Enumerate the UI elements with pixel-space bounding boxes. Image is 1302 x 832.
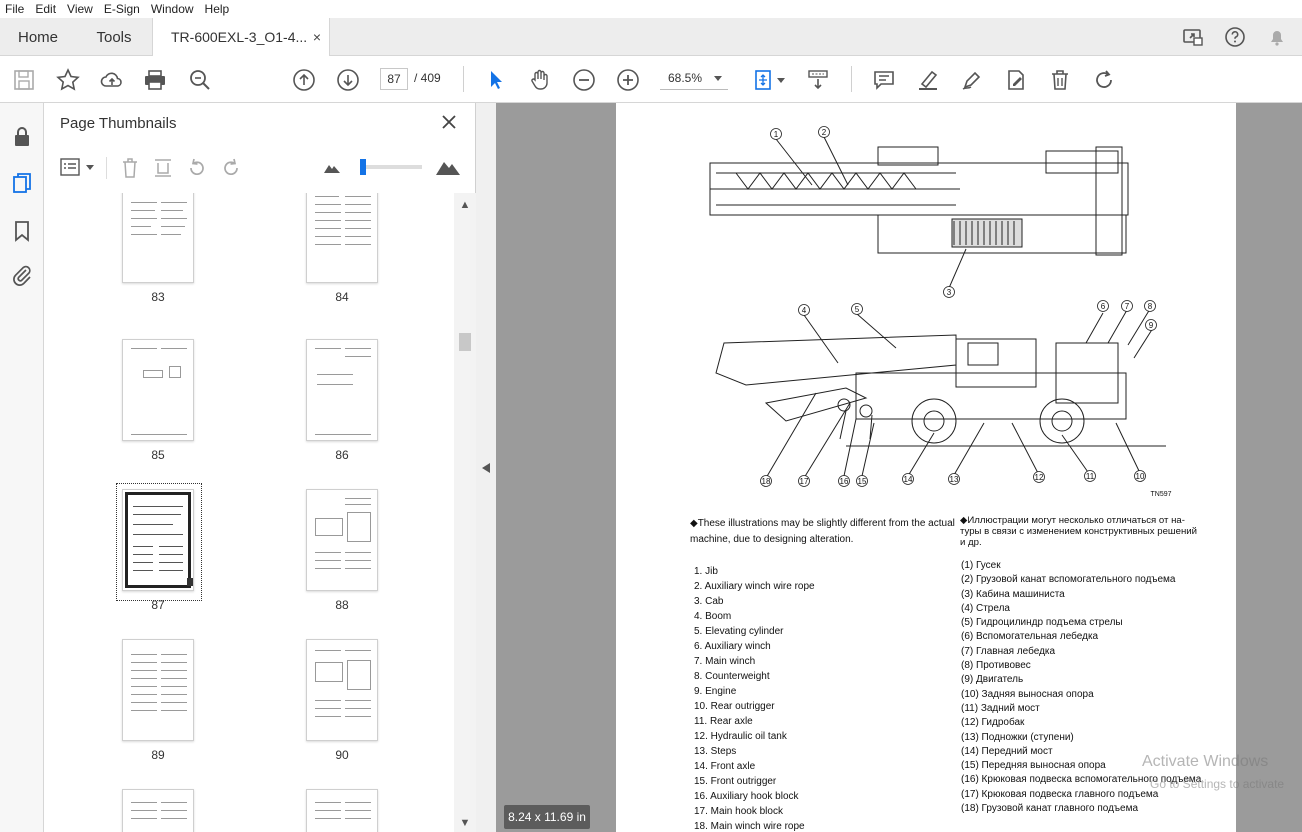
list-item: (15) Передняя выносная опора: [961, 760, 1106, 772]
menu-window[interactable]: Window: [150, 2, 194, 16]
list-item: (8) Противовес: [961, 660, 1031, 672]
list-item: (11) Задний мост: [961, 702, 1040, 714]
panel-toolbar: [44, 147, 476, 187]
list-item: 10. Rear outrigger: [694, 701, 775, 712]
scrollbar-thumb[interactable]: [459, 333, 471, 351]
page-thumbnails-panel: [44, 103, 476, 832]
list-item: 1. Jib: [694, 566, 718, 577]
list-item: 8. Counterweight: [694, 671, 770, 682]
list-item: (3) Кабина машиниста: [961, 588, 1065, 600]
callout-label: 6: [1100, 302, 1106, 311]
note-ru-line1: ◆Иллюстрации могут несколько отличаться от на-: [960, 515, 1185, 526]
toolbar-divider: [851, 66, 852, 92]
activate-windows-subtext: Go to Settings to activate: [1150, 777, 1285, 791]
list-item: 3. Cab: [694, 596, 724, 607]
large-thumbnail-icon[interactable]: [436, 157, 460, 175]
list-item: 6. Auxiliary winch: [694, 641, 771, 652]
callout-label: 11: [1085, 472, 1095, 481]
tab-home[interactable]: Home: [17, 28, 58, 46]
thumbnail-page[interactable]: [306, 489, 378, 591]
list-item: 17. Main hook block: [694, 806, 783, 817]
chevron-down-icon: [714, 76, 722, 81]
note-en-line2: machine, due to designing alteration.: [690, 534, 854, 545]
thumbnail-label: 89: [151, 748, 165, 762]
list-item: (18) Грузовой канат главного подъема: [961, 803, 1139, 815]
save-icon[interactable]: [12, 68, 36, 92]
note-en-line1: ◆These illustrations may be slightly different from the actual: [690, 518, 955, 529]
note-ru-line2: туры в связи с изменением конструктивных решений: [960, 526, 1197, 537]
panel-title: Page Thumbnails: [60, 115, 177, 132]
list-item: (7) Главная лебедка: [961, 645, 1056, 657]
previous-page-icon[interactable]: [292, 68, 316, 92]
callout-label: 1: [773, 130, 779, 139]
slider-knob[interactable]: [360, 159, 366, 175]
tab-tools[interactable]: Tools: [96, 28, 132, 46]
thumbnail-label: 86: [335, 448, 349, 462]
tab-close-icon[interactable]: ×: [312, 29, 321, 45]
thumbnail-page[interactable]: [306, 639, 378, 741]
thumbnail-size-slider[interactable]: [360, 165, 422, 169]
thumbnail-page[interactable]: [122, 193, 194, 283]
page-number-input[interactable]: 87: [380, 68, 408, 90]
list-item: (17) Крюковая подвеска главного подъема: [961, 788, 1159, 800]
bookmark-icon[interactable]: [10, 219, 34, 243]
callout-label: 7: [1124, 302, 1130, 311]
next-page-icon[interactable]: [336, 68, 360, 92]
page-total: / 409: [414, 71, 441, 85]
zoom-level-dropdown[interactable]: [660, 68, 728, 90]
pdf-page: [616, 103, 1236, 832]
lock-icon[interactable]: [10, 125, 34, 149]
help-icon[interactable]: [1224, 26, 1246, 48]
list-item: (12) Гидробак: [961, 717, 1025, 729]
thumbnail-page[interactable]: [122, 339, 194, 441]
menu-file[interactable]: File: [5, 2, 25, 16]
list-item: 12. Hydraulic oil tank: [694, 731, 787, 742]
toolbar-divider: [463, 66, 464, 92]
list-item: (9) Двигатель: [961, 674, 1024, 686]
list-item: 15. Front outrigger: [694, 776, 777, 787]
zoom-in-icon[interactable]: [616, 68, 640, 92]
callout-label: 10: [1135, 472, 1145, 481]
list-item: (1) Гусек: [961, 560, 1001, 571]
list-item: (10) Задняя выносная опора: [961, 688, 1094, 700]
close-icon[interactable]: [440, 113, 458, 131]
thumbnail-page[interactable]: [122, 789, 194, 832]
list-item: 16. Auxiliary hook block: [694, 791, 799, 802]
main-toolbar: [0, 56, 1302, 103]
select-cursor-icon[interactable]: [484, 68, 508, 92]
print-icon[interactable]: [143, 68, 167, 92]
thumbnail-page[interactable]: [306, 339, 378, 441]
document-viewer[interactable]: [496, 103, 1302, 832]
callout-label: 4: [801, 306, 807, 315]
edit-pdf-icon[interactable]: [1004, 68, 1028, 92]
delete-page-icon[interactable]: [120, 157, 140, 179]
tab-bar: [0, 18, 1302, 56]
thumbnail-page-selected[interactable]: [122, 489, 194, 591]
list-item: (14) Передний мост: [961, 745, 1053, 757]
figure-code: TN597: [1150, 491, 1172, 498]
list-item: (13) Подножки (ступени): [961, 731, 1074, 743]
callout-label: 5: [854, 305, 860, 314]
list-item: 5. Elevating cylinder: [694, 626, 784, 637]
callout-label: 16: [839, 477, 849, 486]
thumbnail-label: 87: [151, 598, 165, 612]
extract-page-icon[interactable]: [152, 157, 174, 179]
share-screen-icon[interactable]: [1182, 26, 1204, 48]
scroll-mode-icon[interactable]: [806, 68, 830, 92]
list-item: (2) Грузовой канат вспомогательного подъема: [961, 574, 1176, 586]
list-item: 9. Engine: [694, 686, 737, 697]
thumbnail-label: 83: [151, 290, 165, 304]
star-icon[interactable]: [56, 68, 80, 92]
crane-diagram: [616, 103, 1236, 503]
cloud-upload-icon[interactable]: [100, 68, 124, 92]
zoom-out-icon[interactable]: [572, 68, 596, 92]
thumbnail-page[interactable]: [306, 193, 378, 283]
list-item: 7. Main winch: [694, 656, 756, 667]
list-item: (16) Крюковая подвеска вспомогательного подъема: [961, 774, 1202, 786]
thumbnail-page[interactable]: [122, 639, 194, 741]
callout-label: 9: [1148, 321, 1154, 330]
callout-label: 15: [857, 477, 867, 486]
comment-icon[interactable]: [872, 68, 896, 92]
list-item: (5) Гидроцилиндр подъема стрелы: [961, 617, 1123, 629]
menu-view[interactable]: View: [67, 2, 93, 16]
list-item: (6) Вспомогательная лебедка: [961, 631, 1099, 643]
hand-tool-icon[interactable]: [528, 68, 552, 92]
page-size-indicator: 8.24 x 11.69 in: [504, 805, 590, 829]
thumbnails-list: [44, 193, 454, 832]
list-item: (4) Стрела: [961, 602, 1010, 614]
thumbnail-label: 84: [335, 290, 349, 304]
sign-pen-icon[interactable]: [960, 68, 984, 92]
callout-label: 12: [1034, 473, 1044, 482]
chevron-down-icon[interactable]: [777, 78, 785, 83]
thumbnail-label: 90: [335, 748, 349, 762]
list-item: 4. Boom: [694, 611, 732, 622]
rotate-left-icon[interactable]: [186, 157, 208, 179]
collapse-panel-icon[interactable]: [482, 463, 490, 473]
delete-icon[interactable]: [1048, 68, 1072, 92]
list-item: 18. Main winch wire rope: [694, 821, 805, 832]
menu-esign[interactable]: E-Sign: [103, 2, 140, 16]
thumbnail-label: 85: [151, 448, 165, 462]
parts-list-english: [694, 564, 815, 832]
menu-help[interactable]: Help: [204, 2, 230, 16]
note-ru-line3: и др.: [960, 537, 982, 548]
left-navigation-rail: [0, 103, 44, 832]
zoom-search-icon[interactable]: [188, 68, 212, 92]
thumbnails-scrollbar[interactable]: [454, 193, 476, 832]
tab-document[interactable]: [152, 18, 330, 56]
list-item: 11. Rear axle: [694, 716, 753, 727]
page-thumbnails-icon[interactable]: [10, 171, 34, 195]
list-item: 13. Steps: [694, 746, 737, 757]
highlight-pen-icon[interactable]: [916, 68, 940, 92]
menu-edit[interactable]: Edit: [35, 2, 57, 16]
chevron-down-icon[interactable]: [86, 165, 94, 170]
activate-windows-watermark: Activate Windows: [1142, 753, 1269, 770]
thumbnail-page[interactable]: [306, 789, 378, 832]
callout-label: 14: [903, 475, 913, 484]
panel-divider: [106, 157, 107, 179]
list-item: 2. Auxiliary winch wire rope: [694, 581, 815, 592]
callout-label: 13: [949, 475, 959, 484]
callout-label: 3: [946, 288, 952, 297]
callout-label: 2: [821, 128, 827, 137]
list-item: 14. Front axle: [694, 761, 756, 772]
callout-label: 18: [761, 477, 771, 486]
rotate-right-icon[interactable]: [220, 157, 242, 179]
notification-bell-icon[interactable]: [1266, 26, 1288, 48]
thumbnail-label: 88: [335, 598, 349, 612]
tab-document-label: TR-600EXL-3_O1-4...: [171, 29, 308, 45]
attachment-icon[interactable]: [10, 263, 34, 287]
callout-label: 17: [799, 477, 809, 486]
small-thumbnail-icon[interactable]: [324, 161, 340, 173]
scroll-up-icon[interactable]: ▲: [459, 199, 471, 211]
scroll-down-icon[interactable]: ▼: [459, 817, 471, 829]
fit-page-icon[interactable]: [752, 68, 776, 92]
options-menu-icon[interactable]: [60, 157, 82, 177]
zoom-level-value: 68.5%: [668, 71, 703, 85]
panel-splitter[interactable]: [476, 103, 496, 832]
callout-label: 8: [1147, 302, 1153, 311]
rotate-icon[interactable]: [1092, 68, 1116, 92]
menu-bar: [0, 0, 1302, 18]
